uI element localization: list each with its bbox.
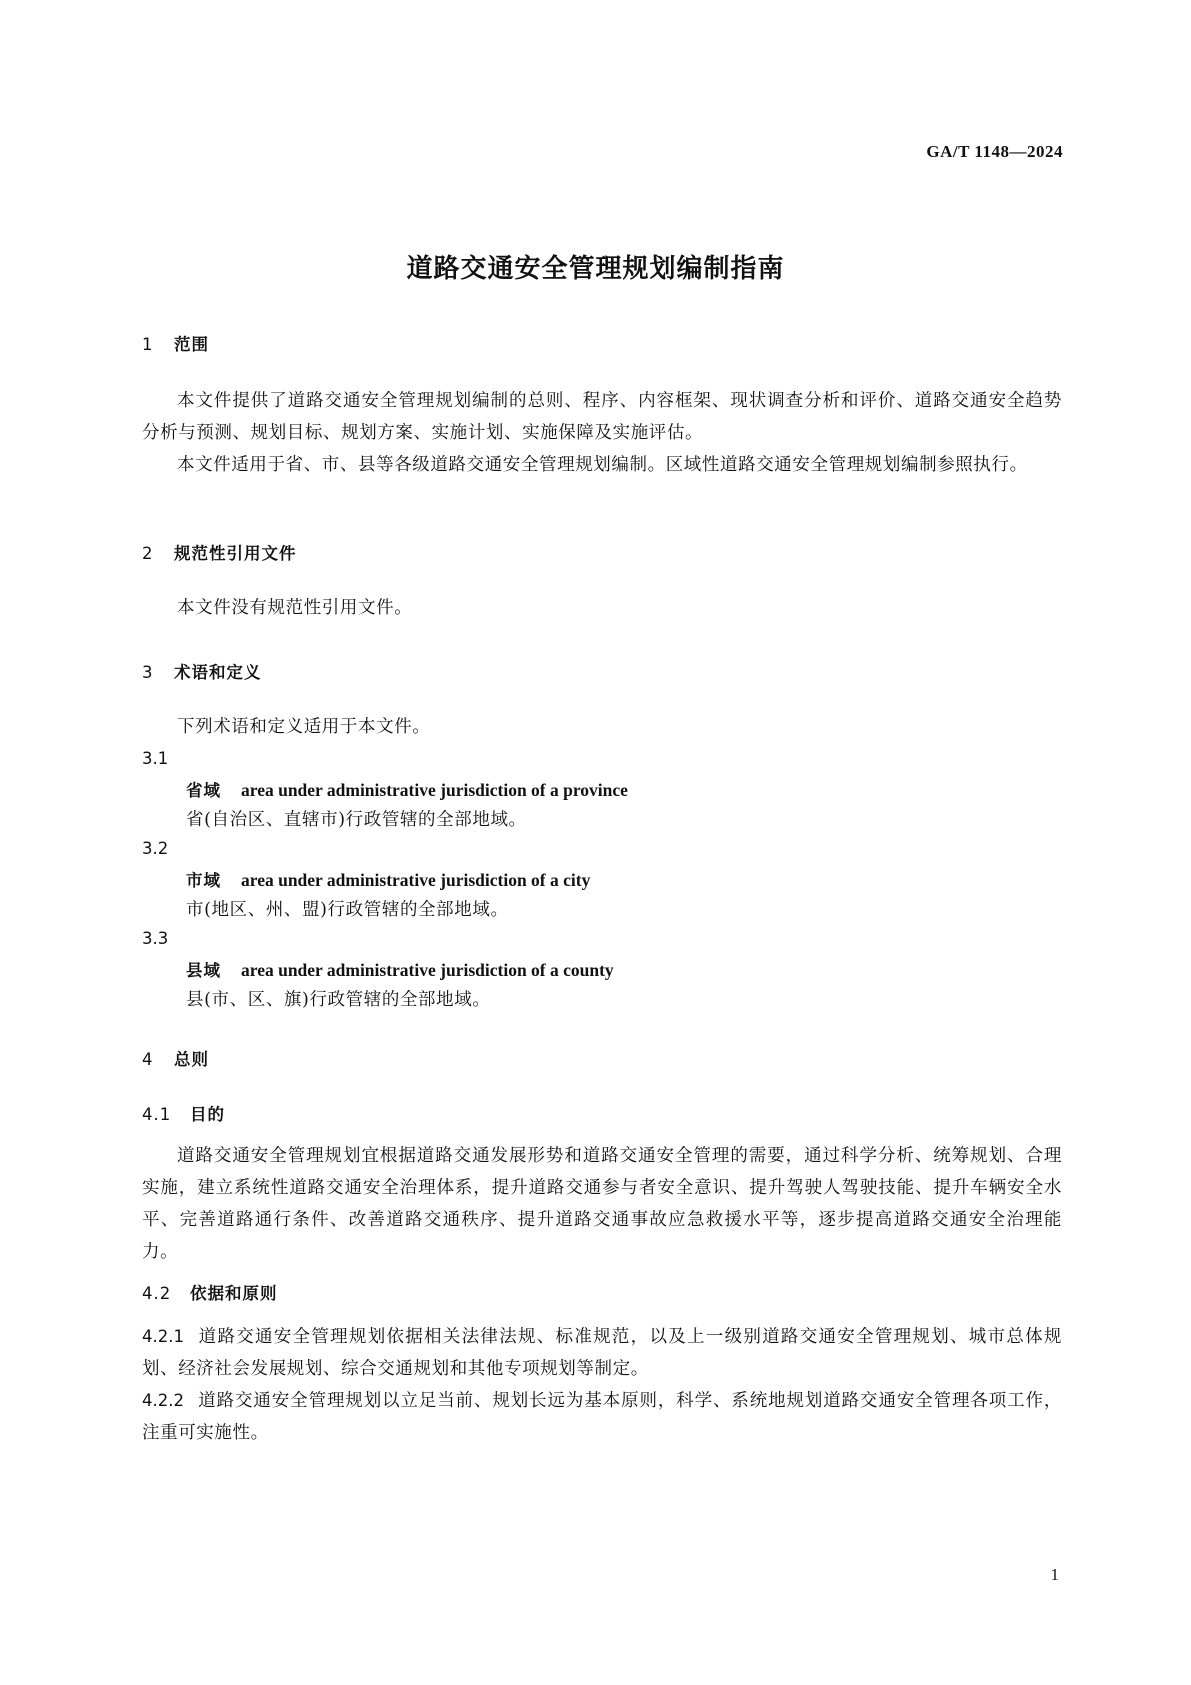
term-definition: 市(地区、州、盟)行政管辖的全部地域。: [186, 900, 509, 920]
subsection-4-1-paragraph: 道路交通安全管理规划宜根据道路交通发展形势和道路交通安全管理的需要，通过科学分析、统筹规划、合理实施，建立系统性道路交通安全治理体系，提升道路交通参与者安全意识、提升驾驶人驾驶技能、提升车辆安全水平、完善道路通行条件、改善道路交通秩序、提升道路交通事故应急救援水平等，逐步提高道路交通安全治理能力。: [142, 1146, 1062, 1262]
section-1-paragraph-1: 本文件提供了道路交通安全管理规划编制的总则、程序、内容框架、现状调查分析和评价、道路交通安全趋势分析与预测、规划目标、规划方案、实施计划、实施保障及实施评估。: [142, 391, 1062, 443]
page-number: 1: [1050, 1565, 1059, 1584]
subsection-title: 目的: [190, 1105, 225, 1124]
term-entry: [186, 777, 628, 801]
term-definition: 省(自治区、直辖市)行政管辖的全部地域。: [186, 810, 527, 830]
clause-4-2-1: [142, 1321, 1062, 1385]
term-zh: 县域: [186, 961, 221, 980]
clause-number: 4.2.1: [142, 1327, 184, 1346]
subsection-4-1-heading: [142, 1101, 225, 1125]
section-3-intro: 下列术语和定义适用于本文件。: [177, 717, 431, 737]
term-number: 3.2: [142, 839, 169, 858]
section-title: 范围: [174, 335, 209, 354]
term-number: 3.1: [142, 749, 169, 768]
section-number: 3: [142, 663, 154, 682]
term-entry: [186, 957, 614, 981]
clause-text: 道路交通安全管理规划依据相关法律法规、标准规范，以及上一级别道路交通安全管理规划、城市总体规划、经济社会发展规划、综合交通规划和其他专项规划等制定。: [142, 1327, 1062, 1379]
section-number: 1: [142, 335, 154, 354]
section-2-paragraph-1: 本文件没有规范性引用文件。: [177, 598, 413, 618]
section-1-heading: [142, 331, 209, 355]
term-entry: [186, 867, 590, 891]
term-zh: 省域: [186, 781, 221, 800]
section-3-heading: [142, 659, 262, 683]
section-title: 术语和定义: [174, 663, 262, 682]
section-number: 2: [142, 544, 154, 563]
clause-4-2-2: [142, 1385, 1062, 1449]
term-en: area under administrative jurisdiction of a county: [241, 960, 614, 980]
section-number: 4: [142, 1050, 154, 1069]
standard-number: GA/T 1148—2024: [926, 142, 1063, 161]
subsection-title: 依据和原则: [190, 1284, 278, 1303]
section-1-paragraph-2: 本文件适用于省、市、县等各级道路交通安全管理规划编制。区域性道路交通安全管理规划编制参照执行。: [177, 455, 1028, 475]
term-en: area under administrative jurisdiction of a province: [241, 780, 628, 800]
term-definition: 县(市、区、旗)行政管辖的全部地域。: [186, 990, 491, 1010]
term-zh: 市域: [186, 871, 221, 890]
clause-text: 道路交通安全管理规划以立足当前、规划长远为基本原则，科学、系统地规划道路交通安全管理各项工作，注重可实施性。: [142, 1391, 1062, 1443]
term-en: area under administrative jurisdiction of a city: [241, 870, 591, 890]
document-title: 道路交通安全管理规划编制指南: [406, 254, 785, 284]
section-title: 总则: [174, 1050, 209, 1069]
term-number: 3.3: [142, 929, 169, 948]
subsection-number: 4.1: [142, 1105, 172, 1124]
clause-number: 4.2.2: [142, 1391, 184, 1410]
subsection-number: 4.2: [142, 1284, 172, 1303]
subsection-4-2-heading: [142, 1280, 278, 1304]
section-title: 规范性引用文件: [174, 544, 297, 563]
section-4-heading: [142, 1046, 209, 1070]
section-2-heading: [142, 540, 297, 564]
